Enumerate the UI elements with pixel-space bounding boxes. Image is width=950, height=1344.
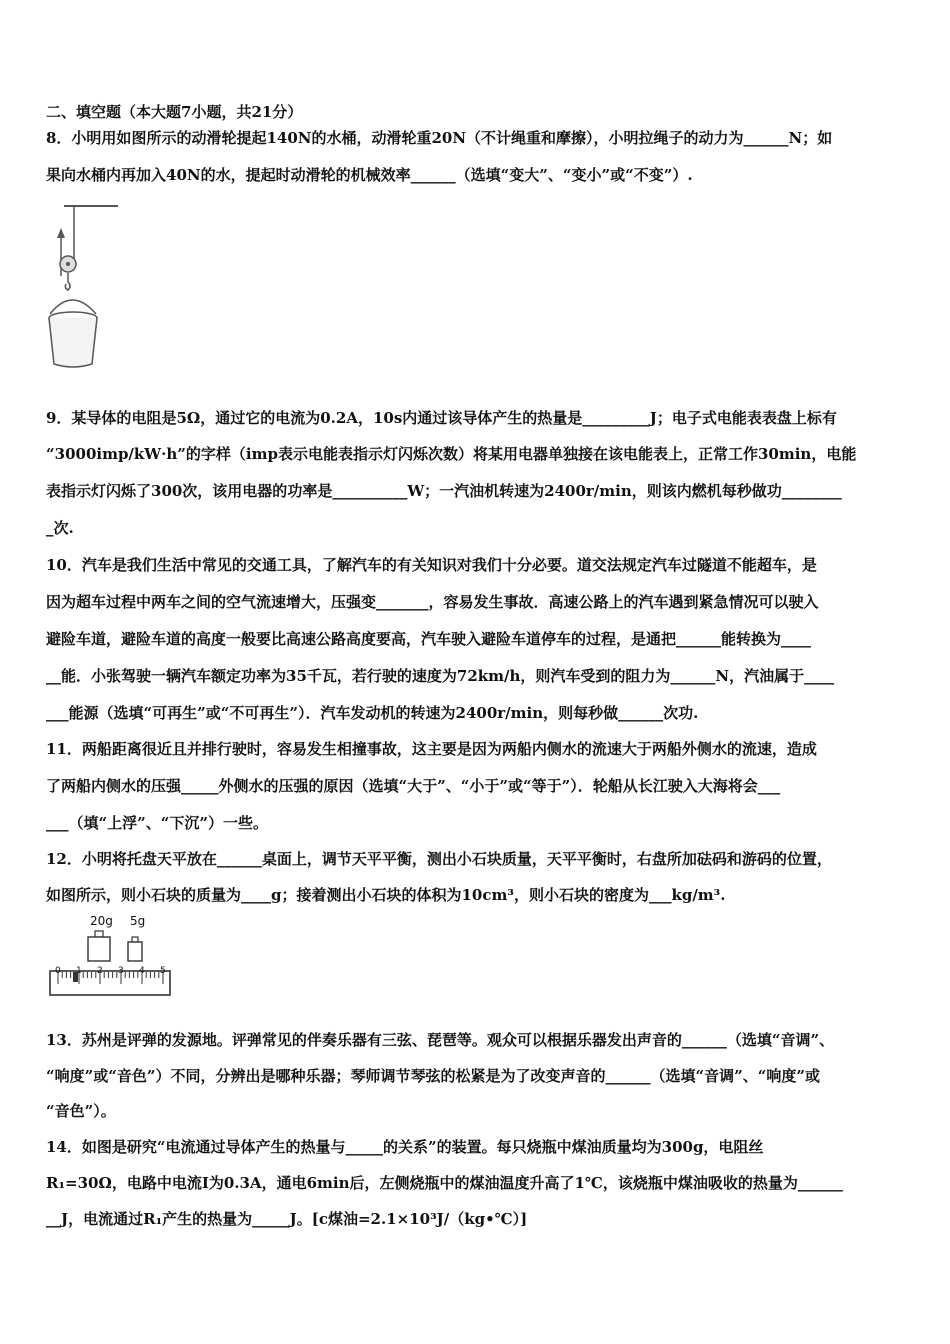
q8-line-1: 8．小明用如图所示的动滑轮提起140N的水桶，动滑轮重20N（不计绳重和摩擦），小明拉绳子的动力为______N；如 <box>46 129 833 147</box>
weight-20g <box>88 937 110 961</box>
ruler-tick-label: 4 <box>139 966 145 976</box>
weight-20g-label: 20g <box>90 914 113 928</box>
q9-line-4: _次. <box>46 519 74 537</box>
ruler-tick-label: 5 <box>160 966 166 976</box>
weight-20g-knob <box>95 931 103 937</box>
q14-line-3: __J，电流通过R₁产生的热量为_____J。[c煤油=2.1×10³J/（kg•℃）] <box>46 1210 528 1228</box>
q13-line-1: 13．苏州是评弹的发源地。评弹常见的伴奏乐器有三弦、琵琶等。观众可以根据乐器发出声音的______（选填“音调”、 <box>46 1031 835 1049</box>
ruler-tick-label: 1 <box>76 966 82 976</box>
q10-line-5: ___能源（选填“可再生”或“不可再生”）．汽车发动机的转速为2400r/min，则每秒做______次功. <box>46 704 699 722</box>
q14-line-1: 14．如图是研究“电流通过导体产生的热量与_____的关系”的装置。每只烧瓶中煤油质量均为300g，电阻丝 <box>46 1138 764 1156</box>
section-title: 二、填空题（本大题7小题，共21分） <box>46 103 303 121</box>
ruler-tick-labels <box>48 966 174 996</box>
q11-line-1: 11．两船距离很近且并排行驶时，容易发生相撞事故，这主要是因为两船内侧水的流速大于两船外侧水的流速，造成 <box>46 740 817 758</box>
q11-line-3: ___（填“上浮”、“下沉”）一些。 <box>46 814 269 832</box>
bucket-body <box>49 318 97 367</box>
q12-line-1: 12．小明将托盘天平放在______桌面上，调节天平平衡，测出小石块质量，天平平衡时，右盘所加砝码和游码的位置， <box>46 850 832 868</box>
ruler-tick-label: 2 <box>97 966 103 976</box>
ruler-tick-label: 0 <box>55 966 61 976</box>
q9-line-3: 表指示灯闪烁了300次，该用电器的功率是__________W；一汽油机转速为2400r/min，则该内燃机每秒做功________ <box>46 482 842 500</box>
q10-line-2: 因为超车过程中两车之间的空气流速增大，压强变_______，容易发生事故．高速公路上的汽车遇到紧急情况可以驶入 <box>46 593 819 611</box>
weight-5g-knob <box>132 937 138 942</box>
q12-line-2: 如图所示，则小石块的质量为____g；接着测出小石块的体积为10cm³，则小石块的密度为___kg/m³. <box>46 886 726 904</box>
weight-5g <box>128 942 142 961</box>
pulley-bucket-figure <box>44 196 124 376</box>
balance-figure <box>48 914 174 1000</box>
q9-line-1: 9．某导体的电阻是5Ω，通过它的电流为0.2A，10s内通过该导体产生的热量是_________J；电子式电能表表盘上标有 <box>46 409 837 427</box>
ruler-tick-label: 3 <box>118 966 124 976</box>
q13-line-3: “音色”）。 <box>46 1102 116 1120</box>
q10-line-1: 10．汽车是我们生活中常见的交通工具，了解汽车的有关知识对我们十分必要。道交法规定汽车过隧道不能超车，是 <box>46 556 817 574</box>
q10-line-4: __能．小张驾驶一辆汽车额定功率为35千瓦，若行驶的速度为72km/h，则汽车受到的阻力为______N，汽油属于____ <box>46 667 835 685</box>
q13-line-2: “响度”或“音色”）不同，分辨出是哪种乐器；琴师调节琴弦的松紧是为了改变声音的______（选填“音调”、“响度”或 <box>46 1067 821 1085</box>
weight-5g-label: 5g <box>130 914 146 928</box>
q9-line-2: “3000imp/kW·h”的字样（imp表示电能表指示灯闪烁次数）将某用电器单独接在该电能表上，正常工作30min，电能 <box>46 445 857 463</box>
q10-line-3: 避险车道，避险车道的高度一般要比高速公路高度要高，汽车驶入避险车道停车的过程，是通把______能转换为____ <box>46 630 812 648</box>
q11-line-2: 了两船内侧水的压强_____外侧水的压强的原因（选填“大于”、“小于”或“等于”）．轮船从长江驶入大海将会___ <box>46 777 781 795</box>
q8-line-2: 果向水桶内再加入40N的水，提起时动滑轮的机械效率______（选填“变大”、“变小”或“不变”）. <box>46 166 693 184</box>
pulley-axle <box>66 262 70 266</box>
hook-icon <box>65 273 70 290</box>
q14-line-2: R₁=30Ω，电路中电流I为0.3A，通电6min后，左侧烧瓶中的煤油温度升高了1℃，该烧瓶中煤油吸收的热量为______ <box>46 1174 843 1192</box>
up-arrow-icon <box>57 228 65 238</box>
